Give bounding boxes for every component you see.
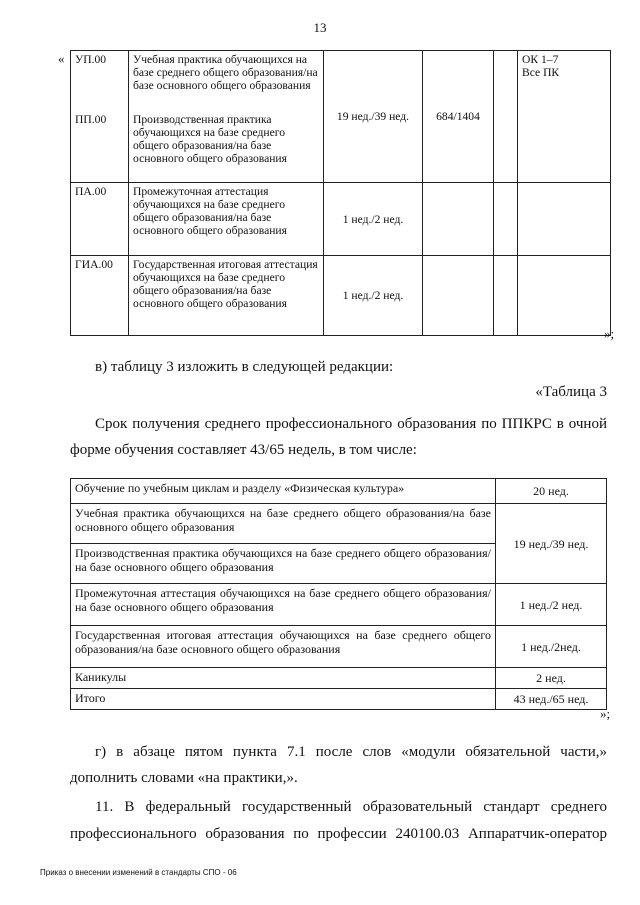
competency-line: ОК 1–7	[522, 53, 559, 66]
table-row	[71, 668, 607, 689]
practice-weeks: 19 нед./39 нед.	[324, 51, 423, 183]
competency-line: Все ПК	[522, 66, 560, 79]
row-code: ПА.00	[71, 183, 129, 256]
row-label: Обучение по учебным циклам и разделу «Физическая культура»	[71, 479, 496, 504]
paragraph-11-line1: 11. В федеральный государственный образовательный стандарт среднего	[95, 799, 607, 815]
term-paragraph-line2: форме обучения составляет 43/65 недель, в том числе:	[70, 442, 417, 458]
table-row	[71, 183, 611, 256]
paragraph-v: в) таблицу 3 изложить в следующей редакции:	[95, 359, 394, 375]
empty-cell	[518, 256, 611, 336]
row-weeks: 1 нед./2 нед.	[324, 183, 423, 256]
table-3-label: «Таблица 3	[535, 384, 607, 400]
row-value: 43 нед./65 нед.	[496, 689, 607, 710]
paragraph-11-line2: профессионального образования по профессии 240100.03 Аппаратчик-оператор	[70, 826, 607, 842]
table-row	[71, 584, 607, 626]
row-name: Производственная практика обучающихся на базе среднего общего образования/на базе основного общего образования	[129, 111, 324, 183]
row-label: Производственная практика обучающихся на базе среднего общего образования/на базе основного общего образования	[71, 544, 496, 584]
row-label: Учебная практика обучающихся на базе среднего общего образования/на базе основного общего образования	[71, 504, 496, 544]
quote-close-mark: »;	[604, 326, 615, 341]
row-code: ПП.00	[71, 111, 129, 183]
row-name: Промежуточная аттестация обучающихся на базе среднего общего образования/на базе основного общего образования	[129, 183, 324, 256]
table-row	[71, 504, 607, 544]
row-name: Учебная практика обучающихся на базе среднего общего образования/на базе основного общего образования	[129, 51, 324, 111]
row-weeks: 1 нед./2 нед.	[324, 256, 423, 336]
paragraph-g-line2: дополнить словами «на практики,».	[70, 770, 298, 786]
study-duration-table	[70, 478, 607, 710]
table-row	[71, 479, 607, 504]
row-code: УП.00	[71, 51, 129, 111]
row-value: 1 нед./2нед.	[496, 626, 607, 668]
row-value: 20 нед.	[496, 479, 607, 504]
paragraph-g-line1: г) в абзаце пятом пункта 7.1 после слов «модули обязательной части,»	[95, 744, 607, 760]
practice-hours: 684/1404	[423, 51, 494, 183]
term-paragraph-line1: Срок получения среднего профессионального образования по ППКРС в очной	[95, 416, 607, 432]
row-label: Каникулы	[71, 668, 496, 689]
curriculum-table	[70, 50, 611, 336]
page-number: 13	[313, 20, 327, 35]
document-footer: Приказ о внесении изменений в стандарты СПО - 06	[40, 868, 237, 877]
row-label: Итого	[71, 689, 496, 710]
empty-cell	[518, 183, 611, 256]
row-value: 1 нед./2 нед.	[496, 584, 607, 626]
practice-value: 19 нед./39 нед.	[496, 504, 607, 584]
table-row	[71, 51, 611, 111]
empty-cell	[494, 51, 518, 183]
row-label: Промежуточная аттестация обучающихся на базе среднего общего образования/на базе основного общего образования	[71, 584, 496, 626]
row-name: Государственная итоговая аттестация обучающихся на базе среднего общего образования/на базе основного общего образования	[129, 256, 324, 336]
empty-cell	[423, 183, 494, 256]
table-row	[71, 256, 611, 336]
quote-close-mark: »;	[600, 706, 611, 721]
empty-cell	[494, 256, 518, 336]
competencies-cell	[518, 51, 611, 183]
table-row	[71, 689, 607, 710]
row-value: 2 нед.	[496, 668, 607, 689]
empty-cell	[423, 256, 494, 336]
row-label: Государственная итоговая аттестация обучающихся на базе среднего общего образования/на базе основного общего образования	[71, 626, 496, 668]
quote-open-mark: «	[58, 51, 65, 66]
empty-cell	[494, 183, 518, 256]
row-code: ГИА.00	[71, 256, 129, 336]
table-row	[71, 626, 607, 668]
